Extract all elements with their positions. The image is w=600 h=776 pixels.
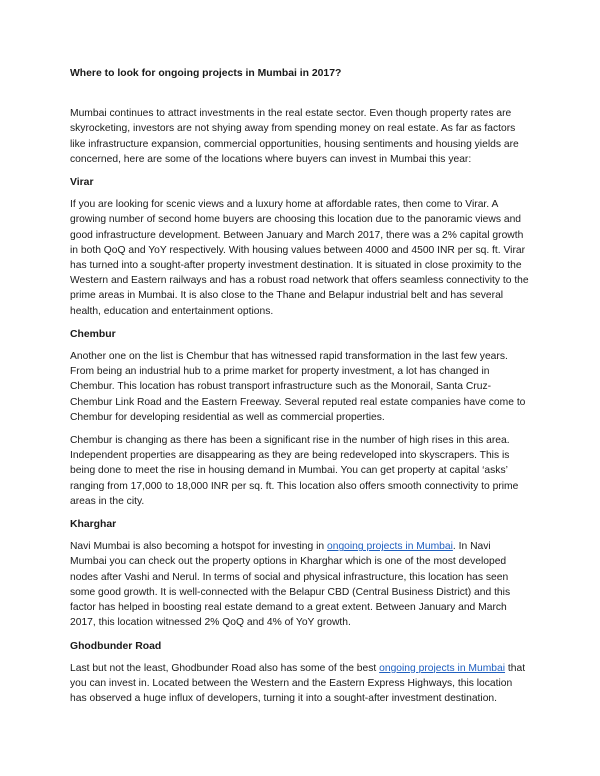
ghodbunder-text-before: Last but not the least, Ghodbunder Road also has some of the best xyxy=(70,662,380,674)
heading-chembur: Chembur xyxy=(70,328,116,340)
ghodbunder-paragraph xyxy=(70,661,530,707)
chembur-paragraph-1: Another one on the list is Chembur that has witnessed rapid transformation in the last few years. From being an industrial hub to a prime market for property investment, a lot has changed in Chembur. This location has robust transport infrastructure such as the Monorail, Santa Cruz-Chembur Link Road and the Eastern Freeway. Several reputed real estate companies have come to Chembur for developing residential as well as commercial properties. xyxy=(70,351,526,423)
ghodbunder-text-after: that you can invest in. Located between the Western and the Eastern Express Highways, this location has observed a huge influx of developers, turning it into a sought-after investment destination. xyxy=(70,662,526,705)
heading-ghodbunder: Ghodbunder Road xyxy=(70,640,162,652)
ongoing-projects-link-1[interactable]: ongoing projects in Mumbai xyxy=(326,541,453,553)
virar-paragraph: If you are looking for scenic views and a luxury home at affordable rates, then come to Virar. A growing number of second home buyers are choosing this location due to the panoramic views and good infrastructure development. Between January and March 2017, there was a 2% capital growth in both QoQ and YoY respectively. With housing values between 4000 and 4500 INR per sq. ft. Virar has turned into a sought-after property investment destination. It is situated in close proximity to the Western and Eastern railways and has a robust road network that offers seamless connectivity to the prime areas in Mumbai. It is also close to the Thane and Belapur industrial belt and has several health, education and entertainment options. xyxy=(70,199,529,317)
kharghar-text-after: . In Navi Mumbai you can check out the property options in Kharghar which is one of the most developed nodes after Vashi and Nerul. In terms of social and physical infrastructure, this location has seen some good growth. It is well-connected with the Belapur CBD (Central Business District) and this factor has helped in boosting real estate demand to a great extent. Between January and March 2017, this location witnessed 2% QoQ and 4% of YoY growth. xyxy=(70,541,511,629)
heading-kharghar: Kharghar xyxy=(70,519,117,531)
kharghar-text-before: Navi Mumbai is also becoming a hotspot for investing in xyxy=(70,541,327,553)
ongoing-projects-link-2[interactable]: ongoing projects in Mumbai xyxy=(379,662,506,674)
kharghar-paragraph xyxy=(70,539,530,630)
document-title: Where to look for ongoing projects in Mumbai in 2017? xyxy=(70,68,342,79)
chembur-paragraph-2: Chembur is changing as there has been a significant rise in the number of high rises in this area. Independent properties are disappearing as they are being redeveloped into skyscrapers. This is being done to meet the rise in housing demand in Mumbai. You can get property at capital ‘asks’ ranging from 17,000 to 18,000 INR per sq. ft. This location also offers smooth connectivity to prime areas in the city. xyxy=(70,435,519,507)
intro-paragraph: Mumbai continues to attract investments in the real estate sector. Even though property rates are skyrocketing, investors are not shying away from spending money on real estate. As far as factors like infrastructure expansion, commercial opportunities, housing sentiments and housing yields are concerned, here are some of the locations where buyers can invest in Mumbai this year: xyxy=(70,108,519,165)
heading-virar: Virar xyxy=(70,177,94,189)
